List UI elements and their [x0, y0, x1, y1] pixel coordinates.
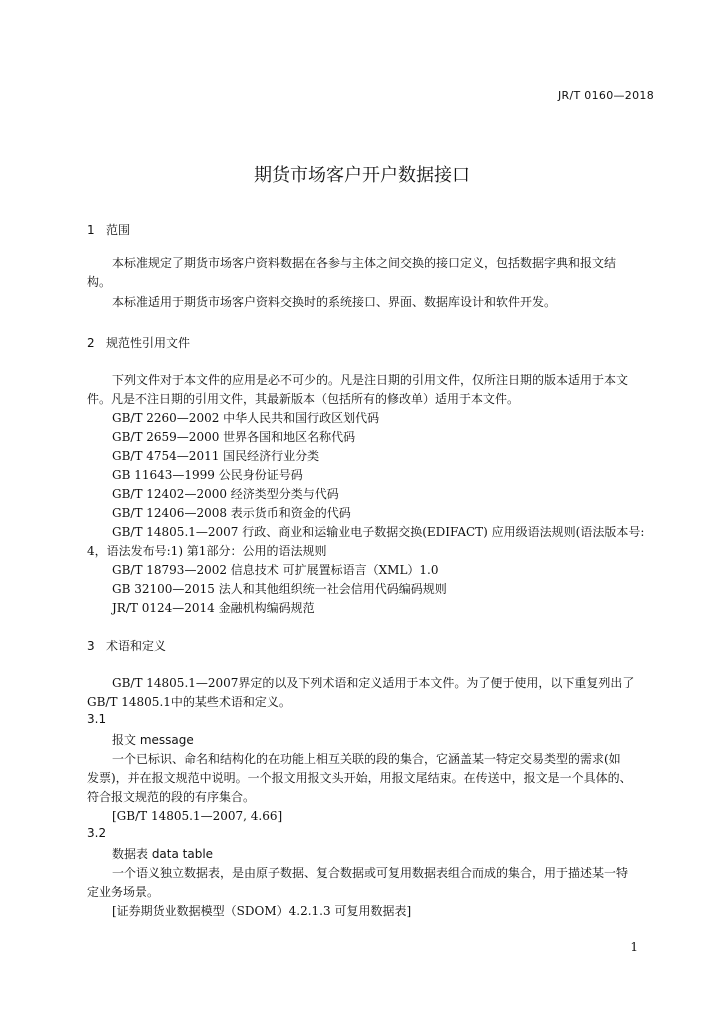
reference-item: GB/T 14805.1—2007 行政、商业和运输业电子数据交换(EDIFACT) 应用级语法规则(语法版本号:	[112, 525, 645, 539]
page-title: 期货市场客户开户数据接口	[254, 165, 470, 186]
section-number: 1	[87, 223, 95, 237]
term-name: 数据表 data table	[112, 847, 214, 861]
term-definition-cont: 符合报文规范的段的有序集合。	[87, 790, 256, 804]
term-definition-cont: 发票)，并在报文规范中说明。一个报文用报文头开始，用报文尾结束。在传送中，报文是一个具体的、	[87, 771, 632, 785]
section-2-heading	[87, 334, 190, 351]
reference-item: GB/T 18793—2002 信息技术 可扩展置标语言（XML）1.0	[112, 563, 439, 577]
section-3-heading	[87, 637, 166, 654]
term-source: [证券期货业数据模型（SDOM）4.2.1.3 可复用数据表]	[112, 904, 412, 918]
term-number: 3.1	[87, 712, 107, 726]
term-definition: 一个语义独立数据表，是由原子数据、复合数据或可复用数据表组合而成的集合，用于描述某一特	[112, 866, 629, 880]
section-title: 规范性引用文件	[106, 336, 191, 350]
terms-intro: GB/T 14805.1—2007界定的以及下列术语和定义适用于本文件。为了便于使用，以下重复列出了	[112, 676, 635, 690]
term-definition: 一个已标识、命名和结构化的在功能上相互关联的段的集合，它涵盖某一特定交易类型的需求(如	[112, 752, 621, 766]
terms-intro-cont: GB/T 14805.1中的某些术语和定义。	[87, 695, 291, 709]
term-name: 报文 message	[112, 733, 194, 747]
normative-intro-cont: 件。凡是不注日期的引用文件，其最新版本（包括所有的修改单）适用于本文件。	[87, 392, 520, 406]
scope-paragraph-1: 本标准规定了期货市场客户资料数据在各参与主体之间交换的接口定义，包括数据字典和报文结	[112, 256, 617, 270]
scope-paragraph-1-cont: 构。	[87, 275, 112, 289]
normative-intro: 下列文件对于本文件的应用是必不可少的。凡是注日期的引用文件，仅所注日期的版本适用于本文	[112, 373, 629, 387]
page-number: 1	[630, 940, 638, 954]
section-1-heading	[87, 221, 130, 238]
reference-item: GB 32100—2015 法人和其他组织统一社会信用代码编码规则	[112, 582, 447, 596]
section-number: 2	[87, 336, 95, 350]
reference-item: JR/T 0124—2014 金融机构编码规范	[112, 601, 315, 615]
term-number: 3.2	[87, 826, 107, 840]
reference-item: GB/T 2659—2000 世界各国和地区名称代码	[112, 430, 356, 444]
section-title: 术语和定义	[106, 639, 167, 653]
term-definition-cont: 定业务场景。	[87, 885, 160, 899]
reference-item: GB/T 12406—2008 表示货币和资金的代码	[112, 506, 351, 520]
scope-paragraph-2: 本标准适用于期货市场客户资料交换时的系统接口、界面、数据库设计和软件开发。	[112, 295, 557, 309]
reference-item: GB/T 2260—2002 中华人民共和国行政区划代码	[112, 411, 380, 425]
section-number: 3	[87, 639, 95, 653]
section-title: 范围	[106, 223, 131, 237]
reference-item: GB 11643—1999 公民身份证号码	[112, 468, 303, 482]
reference-item-cont: 4，语法发布号:1) 第1部分：公用的语法规则	[87, 544, 327, 558]
standard-code: JR/T 0160—2018	[558, 89, 654, 102]
reference-item: GB/T 12402—2000 经济类型分类与代码	[112, 487, 339, 501]
term-source: [GB/T 14805.1—2007, 4.66]	[112, 809, 283, 823]
reference-item: GB/T 4754—2011 国民经济行业分类	[112, 449, 320, 463]
